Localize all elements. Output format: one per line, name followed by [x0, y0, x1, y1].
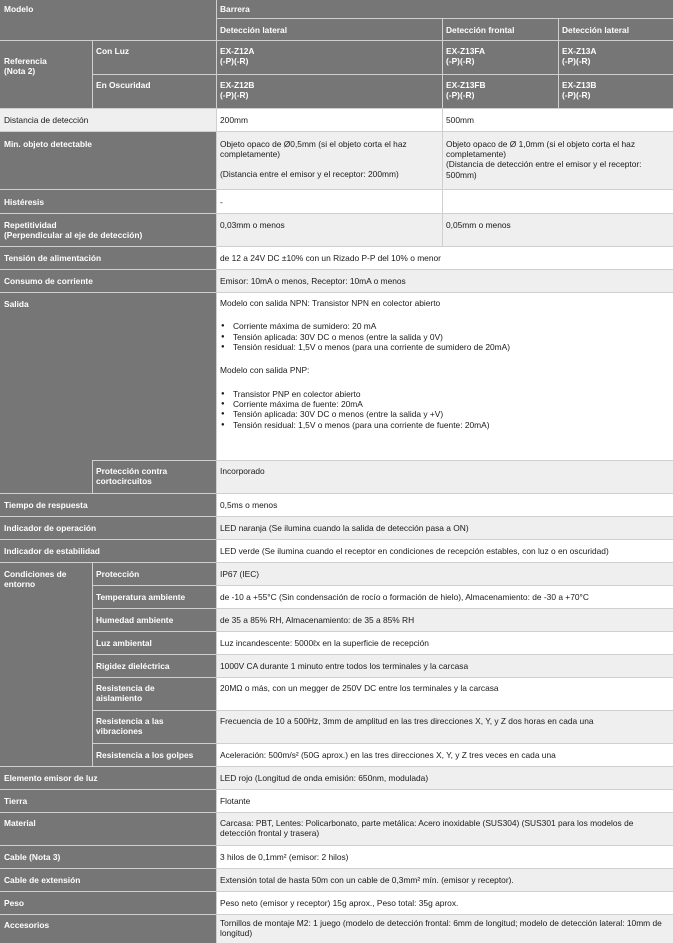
sub-value: Frecuencia de 10 a 500Hz, 3mm de amplitud en las tres direcciones X, Y, y Z dos horas en cada una: [220, 716, 594, 726]
ref-con-luz-2: [442, 40, 558, 74]
con-luz-label: Con Luz: [96, 46, 130, 56]
ref-value: EX-Z12A (-P)(-R): [220, 46, 255, 67]
accesorios-value: [216, 914, 673, 943]
npn-title: Modelo con salida NPN: Transistor NPN en colector abierto: [220, 298, 441, 308]
sub-label: Resistencia de aislamiento: [96, 683, 155, 704]
row-value: Carcasa: PBT, Lentes: Policarbonato, parte metálica: Acero inoxidable (SUS304) (SUS301 para los modelos de detección frontal y trasera): [220, 818, 634, 839]
tierra-value: [216, 789, 673, 812]
peso-value: [216, 891, 673, 914]
row-label: Elemento emisor de luz: [4, 773, 98, 783]
entorno-label-cell: [0, 562, 92, 766]
entorno-row-value: [216, 743, 673, 766]
referencia-label-cell: [0, 40, 92, 108]
ref-value: EX-Z13B (-P)(-R): [562, 80, 597, 101]
emisor-value: [216, 766, 673, 789]
row-label: Distancia de detección: [4, 115, 89, 125]
con-luz-cell: [92, 40, 216, 74]
cable-label-cell: [0, 845, 216, 868]
pnp-title: Modelo con salida PNP:: [220, 365, 310, 376]
ref-oscuridad-3: [558, 74, 673, 108]
row-label: Material: [4, 818, 36, 828]
row-value: Emisor: 10mA o menos, Receptor: 10mA o menos: [220, 276, 406, 286]
list-item: ● Tensión aplicada: 30V DC o menos (entre la salida y +V): [233, 409, 669, 419]
row-value: 0,5ms o menos: [220, 500, 278, 510]
list-item: ● Corriente máxima de sumidero: 20 mA: [233, 321, 669, 331]
header-modelo: Modelo: [4, 4, 34, 14]
emisor-label-cell: [0, 766, 216, 789]
row-label: Peso: [4, 898, 25, 908]
row-value: 0,03mm o menos: [220, 220, 285, 230]
consumo-label-cell: [0, 269, 216, 292]
header-frontal-cell: [442, 18, 558, 40]
row-label: Min. objeto detectable: [4, 139, 92, 149]
oscuridad-label: En Oscuridad: [96, 80, 151, 90]
referencia-label: Referencia (Nota 2): [4, 56, 47, 77]
row-value: Objeto opaco de Ø 1,0mm (si el objeto corta el haz completamente) (Distancia de detección entre el emisor y el receptor: 500mm): [446, 139, 642, 180]
ind-operacion-label-cell: [0, 516, 216, 539]
row-value: 200mm: [220, 115, 248, 125]
min-objeto-label-cell: [0, 131, 216, 189]
cable-ext-value: [216, 868, 673, 891]
list-item: ● Corriente máxima de fuente: 20mA: [233, 399, 669, 409]
histeresis-value: [216, 189, 673, 213]
row-value: LED naranja (Se ilumina cuando la salida de detección pasa a ON): [220, 523, 469, 533]
ref-value: EX-Z13A (-P)(-R): [562, 46, 597, 67]
entorno-row-value: [216, 608, 673, 631]
entorno-row-value: [216, 585, 673, 608]
repetitividad-v1: [216, 213, 442, 246]
salida-value: [216, 292, 673, 460]
ind-estabilidad-value: [216, 539, 673, 562]
cable-value: [216, 845, 673, 868]
list-item: ● Tensión residual: 1,5V o menos (para una corriente de fuente: 20mA): [233, 420, 669, 430]
sub-label: Protección: [96, 569, 140, 579]
row-label: Indicador de operación: [4, 523, 97, 533]
sub-label: Rigidez dieléctrica: [96, 661, 170, 671]
row-value: de 12 a 24V DC ±10% con un Rizado P-P del 10% o menor: [220, 253, 441, 263]
ref-oscuridad-2: [442, 74, 558, 108]
entorno-row-value: [216, 710, 673, 743]
entorno-row-value: [216, 562, 673, 585]
row-label: Accesorios: [4, 920, 50, 930]
entorno-row-value: [216, 654, 673, 677]
ind-operacion-value: [216, 516, 673, 539]
header-barrera-cell: [216, 0, 673, 18]
distancia-label-cell: [0, 108, 216, 131]
material-value: [216, 812, 673, 845]
sub-value: 20MΩ o más, con un megger de 250V DC entre los terminales y la carcasa: [220, 683, 499, 693]
entorno-row-label: [92, 654, 216, 677]
header-lateral-2: Detección lateral: [562, 25, 630, 35]
repetitividad-label-cell: [0, 213, 216, 246]
sub-value: IP67 (IEC): [220, 569, 260, 579]
ref-oscuridad-1: [216, 74, 442, 108]
entorno-row-label: [92, 562, 216, 585]
ref-value: EX-Z12B (-P)(-R): [220, 80, 255, 101]
ref-con-luz-1: [216, 40, 442, 74]
ref-con-luz-3: [558, 40, 673, 74]
tension-label-cell: [0, 246, 216, 269]
entorno-row-value: [216, 677, 673, 710]
row-value: 500mm: [446, 115, 474, 125]
oscuridad-cell: [92, 74, 216, 108]
row-label: Condiciones de entorno: [4, 569, 67, 590]
sub-label: Humedad ambiente: [96, 615, 174, 625]
sub-label: Resistencia a las vibraciones: [96, 716, 164, 737]
accesorios-label-cell: [0, 914, 216, 943]
row-label: Tensión de alimentación: [4, 253, 102, 263]
row-value: Extensión total de hasta 50m con un cable de 0,3mm² mín. (emisor y receptor).: [220, 875, 514, 885]
entorno-row-label: [92, 677, 216, 710]
histeresis-label-cell: [0, 189, 216, 213]
sub-label: Luz ambiental: [96, 638, 152, 648]
row-value: Objeto opaco de Ø0,5mm (si el objeto corta el haz completamente): [220, 139, 407, 160]
ref-value: EX-Z13FB (-P)(-R): [446, 80, 486, 101]
distancia-v1: [216, 108, 442, 131]
tiempo-label-cell: [0, 493, 216, 516]
salida-label-cell: [0, 292, 216, 460]
npn-list: [220, 321, 669, 352]
row-value: Tornillos de montaje M2: 1 juego (modelo de detección frontal: 6mm de longitud; modelo de detección lateral: 10mm de longitud): [220, 918, 662, 939]
consumo-value: [216, 269, 673, 292]
header-barrera: Barrera: [220, 4, 250, 14]
row-label: Histéresis: [4, 197, 45, 207]
row-value: (Distancia entre el emisor y el receptor: 200mm): [220, 169, 399, 180]
sub-value: 1000V CA durante 1 minuto entre todos los terminales y la carcasa: [220, 661, 469, 671]
ref-value: EX-Z13FA (-P)(-R): [446, 46, 486, 67]
cable-ext-label-cell: [0, 868, 216, 891]
tierra-label-cell: [0, 789, 216, 812]
ind-estabilidad-label-cell: [0, 539, 216, 562]
sub-label: Temperatura ambiente: [96, 592, 186, 602]
sub-label: Resistencia a los golpes: [96, 750, 194, 760]
repetitividad-v2: [442, 213, 673, 246]
row-label: Protección contra cortocircuitos: [96, 466, 168, 487]
pnp-list: [220, 389, 669, 431]
tiempo-value: [216, 493, 673, 516]
row-label: Salida: [4, 299, 29, 309]
entorno-row-label: [92, 710, 216, 743]
row-label: Indicador de estabilidad: [4, 546, 100, 556]
list-item: ● Tensión residual: 1,5V o menos (para una corriente de sumidero de 20mA): [233, 342, 669, 352]
tension-value: [216, 246, 673, 269]
row-value: Flotante: [220, 796, 251, 806]
header-lateral-2-cell: [558, 18, 673, 40]
row-label: Consumo de corriente: [4, 276, 93, 286]
row-value: LED verde (Se ilumina cuando el receptor en condiciones de recepción estables, con luz o en oscuridad): [220, 546, 609, 556]
material-label-cell: [0, 812, 216, 845]
row-label: Tiempo de respuesta: [4, 500, 88, 510]
sub-value: Aceleración: 500m/s² (50G aprox.) en las tres direcciones X, Y, y Z tres veces en cada una: [220, 750, 556, 760]
entorno-row-label: [92, 608, 216, 631]
entorno-row-label: [92, 743, 216, 766]
peso-label-cell: [0, 891, 216, 914]
proteccion-value: [216, 460, 673, 493]
entorno-row-label: [92, 585, 216, 608]
row-label: Repetitividad (Perpendicular al eje de detección): [4, 220, 143, 241]
row-label: Cable de extensión: [4, 875, 81, 885]
row-value: 3 hilos de 0,1mm² (emisor: 2 hilos): [220, 852, 349, 862]
sub-value: de 35 a 85% RH, Almacenamiento: de 35 a 85% RH: [220, 615, 415, 625]
row-value: LED rojo (Longitud de onda emisión: 650nm, modulada): [220, 773, 429, 783]
header-lateral-1-cell: [216, 18, 442, 40]
sub-value: Luz incandescente: 5000ℓx en la superficie de recepción: [220, 638, 429, 648]
proteccion-label-cell: [92, 460, 216, 493]
row-value: Incorporado: [220, 466, 265, 476]
entorno-row-value: [216, 631, 673, 654]
min-objeto-v1: [216, 131, 442, 189]
entorno-row-label: [92, 631, 216, 654]
header-lateral-1: Detección lateral: [220, 25, 288, 35]
min-objeto-v2: [442, 131, 673, 189]
list-item: ● Tensión aplicada: 30V DC o menos (entre la salida y 0V): [233, 332, 669, 342]
salida-sub-blank: [0, 460, 92, 493]
row-label: Tierra: [4, 796, 28, 806]
row-value: -: [220, 197, 223, 207]
sub-value: de -10 a +55°C (Sin condensación de rocío o formación de hielo), Almacenamiento: de -30 a +70°C: [220, 592, 589, 602]
row-label: Cable (Nota 3): [4, 852, 61, 862]
distancia-v2: [442, 108, 673, 131]
row-value: 0,05mm o menos: [446, 220, 511, 230]
header-frontal: Detección frontal: [446, 25, 515, 35]
list-item: ● Transistor PNP en colector abierto: [233, 389, 669, 399]
row-value: Peso neto (emisor y receptor) 15g aprox., Peso total: 35g aprox.: [220, 898, 459, 908]
